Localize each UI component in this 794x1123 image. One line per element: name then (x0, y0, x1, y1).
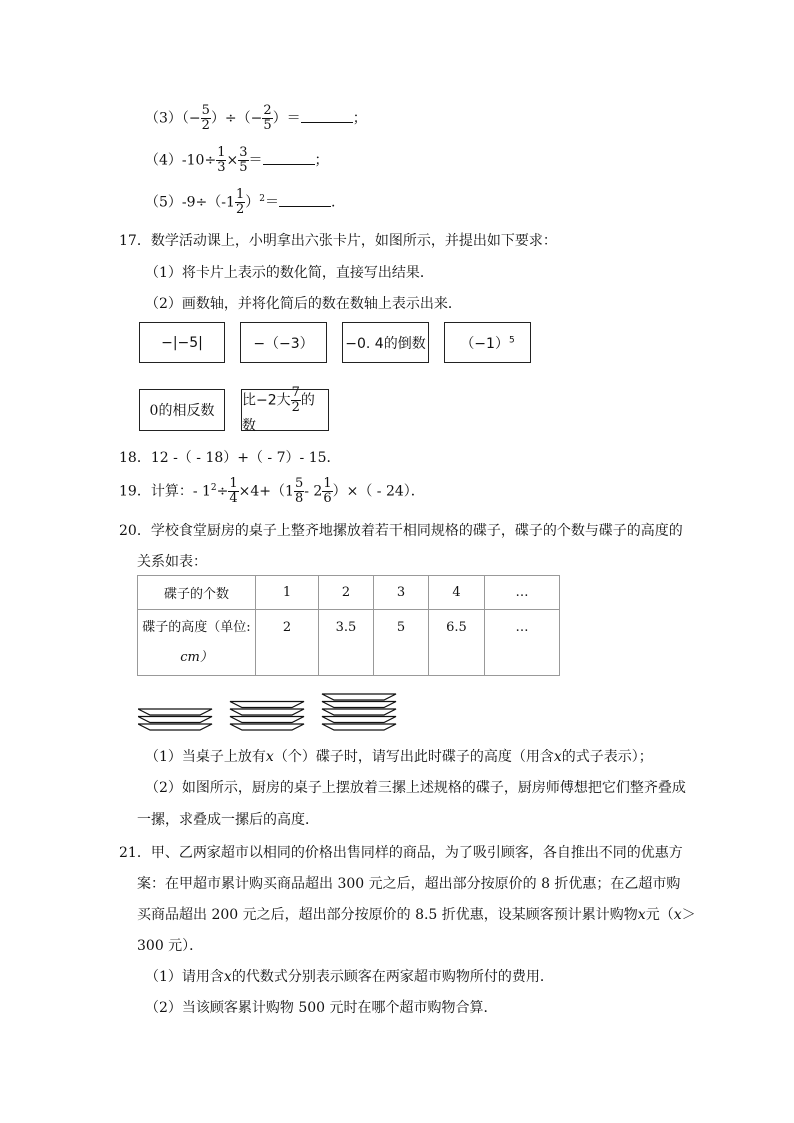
numerator: 7 (291, 384, 300, 400)
denominator: 3 (217, 160, 226, 175)
denominator: 4 (229, 491, 238, 506)
table-cell: 2 (319, 576, 374, 610)
q17-sub1: （1）将卡片上表示的数化简，直接写出结果． (145, 265, 434, 281)
numerator: 3 (239, 145, 248, 160)
card-3 (342, 322, 429, 363)
card-text: 0的相反数 (149, 403, 215, 419)
card-text (242, 386, 328, 435)
paren: ） (245, 194, 260, 211)
equals: ）＝ (272, 110, 301, 127)
table-cell: 碟子的个数 (138, 576, 256, 610)
part-label: （4） (145, 152, 182, 169)
variable: x (637, 907, 646, 923)
table-cell: 5 (374, 610, 429, 676)
fraction (228, 477, 238, 506)
fraction (291, 386, 301, 415)
numerator: 5 (201, 103, 210, 118)
plate (230, 724, 304, 730)
q21-sub1 (145, 966, 554, 986)
numerator: 1 (217, 145, 226, 160)
q20-stem-line1: 20．学校食堂厨房的桌子上整齐地摞放着若干相同规格的碟子，碟子的个数与碟子的高度的 (119, 523, 683, 539)
plate (230, 709, 304, 715)
table-cell (138, 610, 256, 676)
part-label: （3） (145, 110, 182, 127)
table-cell: … (485, 610, 560, 676)
paren: （ (181, 110, 189, 127)
fraction (201, 104, 211, 133)
table-cell: 1 (256, 576, 319, 610)
q16-part5 (145, 188, 335, 217)
numerator: 5 (294, 476, 304, 491)
text: 元（ (645, 907, 674, 923)
text: ＞ (681, 907, 696, 923)
text: （个）碟子时，请写出此时碟子的高度（用含 (273, 749, 554, 765)
q17-stem: 17．数学活动课上，小明拿出六张卡片，如图所示，并提出如下要求： (119, 233, 557, 249)
card-5 (139, 389, 225, 431)
equals: ＝ (264, 194, 279, 211)
q20-stem-line2: 关系如表： (137, 554, 207, 570)
numerator: 1 (229, 476, 238, 491)
denominator: 2 (235, 202, 245, 217)
card-base: （−1） (460, 335, 509, 352)
denominator: 6 (323, 491, 332, 506)
denominator: 5 (239, 160, 248, 175)
plates-table (137, 575, 560, 676)
numerator: 2 (263, 103, 272, 118)
row-label: 碟子的高度（单位: (142, 619, 251, 635)
punct: ； (352, 110, 367, 127)
variable: x (223, 969, 232, 985)
card-text: −（−3） (253, 335, 314, 352)
table-cell: 2 (256, 610, 319, 676)
part-label: （5） (145, 194, 182, 211)
table-row (138, 610, 560, 676)
q20-sub1 (145, 746, 653, 766)
expr: ×4+（1 (238, 483, 294, 500)
q21-line4: 300 元）． (137, 938, 204, 954)
table-cell: 3.5 (319, 610, 374, 676)
card-6 (241, 384, 329, 434)
denominator: 2 (291, 399, 300, 415)
q16-part4 (145, 146, 329, 175)
q21-line2: 案：在甲超市累计购买商品超出 300 元之后，超出部分按原价的 8 折优惠；在乙超市购 (137, 876, 681, 892)
text: 买商品超出 200 元之后，超出部分按原价的 8.5 折优惠，设某顾客预计累计购物 (137, 907, 638, 923)
exponent: 2 (210, 482, 217, 493)
operator: × (226, 152, 239, 169)
fraction (216, 146, 226, 175)
table-cell: 3 (374, 576, 429, 610)
denominator: 5 (263, 118, 272, 133)
expr: - 2 (304, 483, 323, 500)
card-4 (444, 322, 531, 363)
text: 的式子表示）； (561, 749, 653, 765)
expr: 19．计算：- 1 (119, 483, 211, 500)
answer-blank[interactable] (279, 192, 331, 207)
fraction (322, 477, 332, 506)
numerator: 1 (235, 187, 245, 202)
variable: x (553, 749, 562, 765)
table-row (138, 576, 560, 610)
card-text: −0. 4的倒数 (345, 335, 426, 352)
table-cell: 4 (429, 576, 485, 610)
text: 的代数式分别表示顾客在两家超市购物所付的费用． (231, 969, 554, 985)
plate (322, 694, 396, 700)
card-text (460, 333, 514, 353)
denominator: 2 (201, 118, 210, 133)
exponent: 5 (508, 334, 515, 345)
plate (230, 702, 304, 708)
plate (322, 702, 396, 708)
plate (138, 717, 212, 723)
card-1 (139, 322, 225, 363)
denominator: 8 (294, 491, 304, 506)
text: （1）当桌子上放有 (145, 749, 266, 765)
plate (138, 709, 212, 715)
text: 比 (242, 392, 256, 408)
plate (322, 717, 396, 723)
q19-text (119, 477, 425, 506)
sign: − (188, 110, 201, 127)
number: −2 (256, 392, 277, 408)
q18-text: 18．12 -（ - 18）+（ - 7）- 15． (119, 450, 341, 466)
expr: -9÷（-1 (181, 194, 235, 211)
card-2 (240, 322, 327, 363)
q20-sub2-line2: 一摞，求叠成一摞后的高度． (137, 812, 319, 828)
punct: ； (314, 152, 329, 169)
sign: − (250, 110, 263, 127)
q21-line1: 21．甲、乙两家超市以相同的价格出售同样的商品，为了吸引顾客，各自推出不同的优惠方 (119, 845, 683, 861)
plate (322, 709, 396, 715)
plate (138, 724, 212, 730)
punct: . (330, 194, 336, 211)
text: （1）请用含 (145, 969, 224, 985)
table-cell: 6.5 (429, 610, 485, 676)
fraction (238, 146, 248, 175)
equals: ＝ (248, 152, 263, 169)
exponent: 2 (259, 193, 265, 204)
variable: x (265, 749, 274, 765)
fraction (235, 188, 245, 217)
expr: -10÷ (181, 152, 217, 169)
operator: ÷ (216, 483, 229, 500)
q21-sub2: （2）当该顾客累计购物 500 元时在哪个超市购物合算． (145, 1000, 498, 1016)
text: 的数 (242, 392, 315, 434)
answer-blank[interactable] (301, 108, 353, 123)
table-cell: … (485, 576, 560, 610)
variable: x (673, 907, 682, 923)
plate-stacks-figure (138, 684, 408, 734)
card-text: −|−5| (161, 334, 203, 351)
numerator: 1 (323, 476, 332, 491)
q21-line3 (137, 904, 696, 924)
fraction (262, 104, 272, 133)
plate (322, 724, 396, 730)
fraction (294, 477, 304, 506)
q17-sub2: （2）画数轴，并将化简后的数在数轴上表示出来． (145, 296, 462, 312)
row-unit: cm） (180, 649, 213, 665)
plate (230, 717, 304, 723)
text: 大 (276, 392, 291, 408)
q20-sub2-line1: （2）如图所示，厨房的桌子上摆放着三摞上述规格的碟子，厨房师傅想把它们整齐叠成 (145, 780, 686, 796)
q16-part3 (145, 104, 367, 133)
answer-blank[interactable] (263, 150, 315, 165)
expr: ）×（ - 24）． (332, 483, 425, 500)
operator: ）÷（ (210, 110, 251, 127)
